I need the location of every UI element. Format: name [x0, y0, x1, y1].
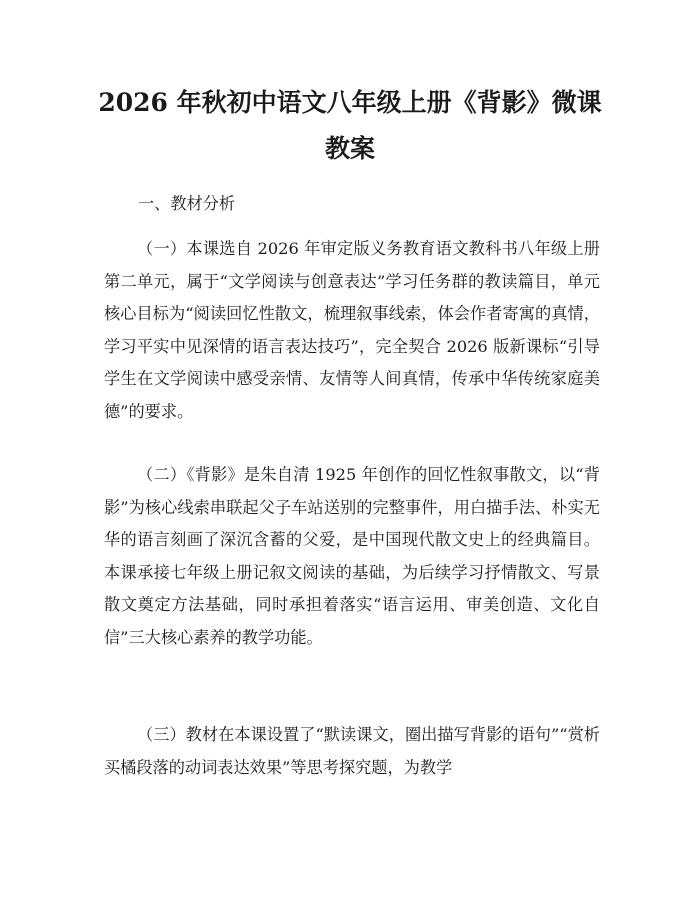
document-title-line1: 2026 年秋初中语文八年级上册《背影》微课	[98, 88, 602, 117]
paragraph-1: （一）本课选自 2026 年审定版义务教育语文教科书八年级上册第二单元，属于“文学阅读与创意表达”学习任务群的教读篇目，单元核心目标为“阅读回忆性散文，梳理叙事线索，体会作者寄寓的真情，学习平实中见深情的语言表达技巧”，完全契合 2026 版新课标“引导学生在文学阅读中感受亲情、友情等人间真情，传承中华传统家庭美德”的要求。	[104, 239, 600, 421]
paragraph-3: （三）教材在本课设置了“默读课文，圈出描写背影的语句”“赏析买橘段落的动词表达效果”等思考探究题，为教学	[104, 725, 600, 777]
document-title-line2: 教案	[324, 134, 375, 163]
paragraph-2: （二）《背影》是朱自清 1925 年创作的回忆性叙事散文，以“背影”为核心线索串联起父子车站送别的完整事件，用白描手法、朴实无华的语言刻画了深沉含蓄的父爱，是中国现代散文史上的经典篇目。本课承接七年级上册记叙文阅读的基础，为后续学习抒情散文、写景散文奠定方法基础，同时承担着落实“语言运用、审美创造、文化自信”三大核心素养的教学功能。	[104, 465, 600, 647]
section-heading: 一、教材分析	[138, 194, 236, 213]
